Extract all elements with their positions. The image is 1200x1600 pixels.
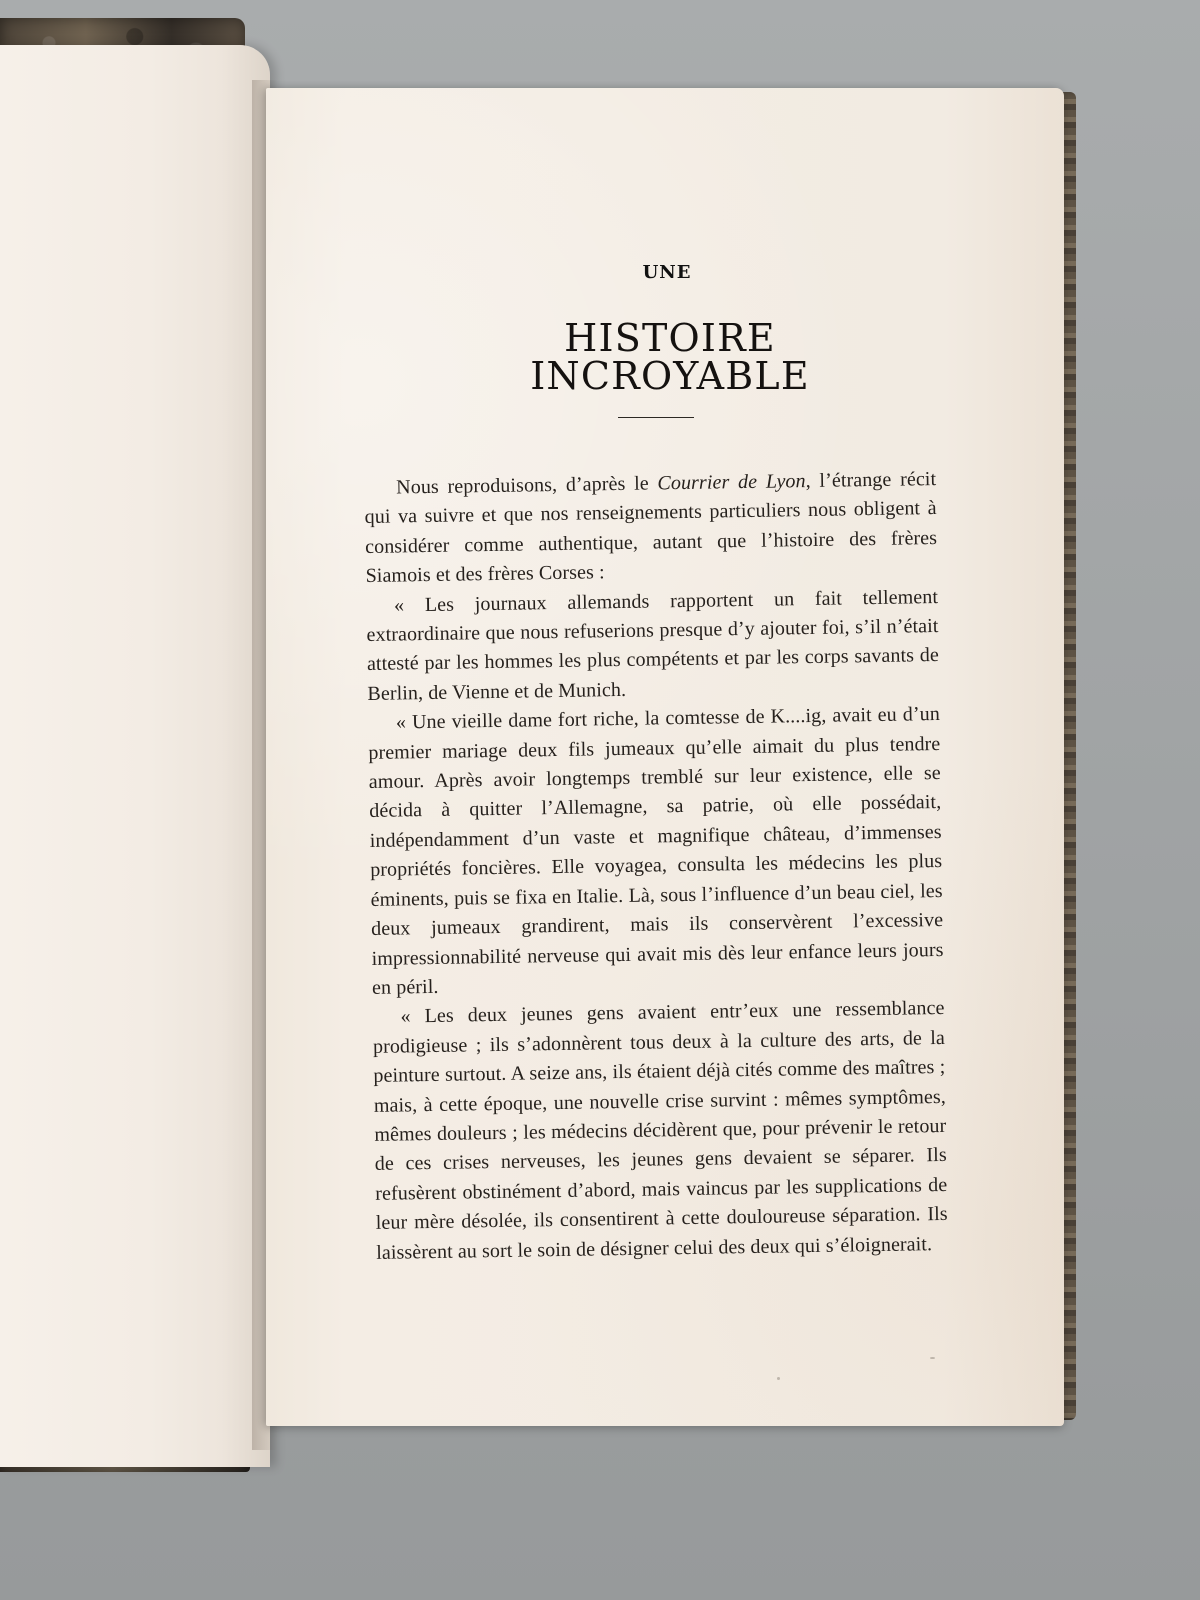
small-heading: UNE	[642, 262, 692, 283]
page-content	[364, 174, 946, 1384]
title-divider	[618, 417, 694, 418]
paragraph-1	[364, 465, 938, 592]
page-title: HISTOIRE INCROYABLE	[530, 316, 810, 398]
paragraph-3: « Une vieille dame fort riche, la comtesse de K....ig, avait eu d’un premier mariage deux fils jumeaux qu’elle aimait du plus tendre amour. Après avoir longtemps tremblé sur leur existence, elle se décida à quitter l’Allemagne, sa patrie, où elle possédait, indépendamment d’un vaste et magnifique château, d’immenses propriétés foncières. Elle voyagea, consulta les médecins les plus éminents, puis se fixa en Italie. Là, sous l’influence d’un beau ciel, les deux jumeaux grandirent, mais ils conservèrent l’excessive impressionnabilité nerveuse qui avait mis dès leur enfance leurs jours en péril.	[368, 703, 944, 999]
paragraph-4: « Les deux jeunes gens avaient entr’eux une ressemblance prodigieuse ; ils s’adonnèrent tous deux à la culture des arts, de la peinture surtout. A seize ans, ils étaient déjà cités comme des maîtres ; mais, à cette époque, une nouvelle crise survint : mêmes symptômes, mêmes douleurs ; les médecins décidèrent que, pour prévenir le retour de ces crises nerveuses, les jeunes gens devaient se séparer. Ils refusèrent obstinément d’abord, mais vaincus par les supplications de leur mère désolée, ils consentirent à cette douloureuse séparation. Ils laissèrent au sort le soin de désigner celui des deux qui s’éloignerait.	[372, 997, 948, 1264]
paragraph-2: « Les journaux allemands rapportent un fait tellement extraordinaire que nous refuserions presque d’y ajouter foi, s’il n’était attesté par les hommes les plus compétents et par les corps savants de Berlin, de Vienne et de Munich.	[366, 585, 940, 705]
left-blank-page	[0, 45, 270, 1467]
paragraph-1-before-italic: Nous reproduisons, d’après le	[396, 472, 658, 499]
paragraph-1-after-italic: , l’étrange récit qui va suivre et que nos renseignements particuliers nous obligent à considérer comme authentique, autant que l’histoire des frères Siamois et des frères Corses :	[364, 468, 938, 588]
printed-page	[266, 88, 1064, 1426]
body-text	[364, 465, 948, 1268]
newspaper-title: Courrier de Lyon	[657, 470, 806, 495]
